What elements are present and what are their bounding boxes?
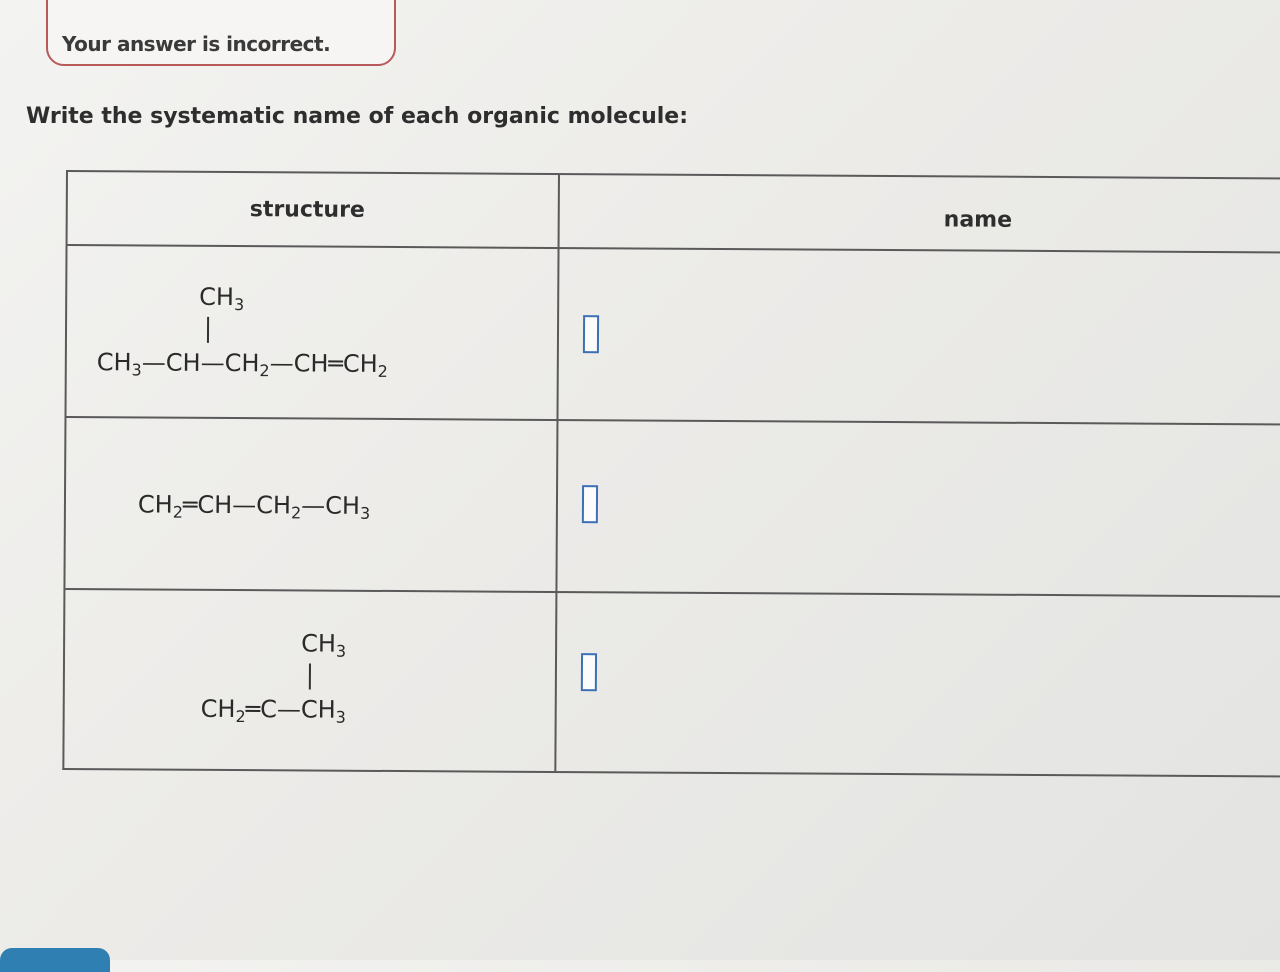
row1-branch: $CH_3$ — [199, 282, 245, 315]
answer-table — [62, 170, 1280, 778]
row3-name-input[interactable] — [581, 653, 597, 691]
row-divider-1 — [66, 416, 1280, 426]
row3-structure: $CH_2═C—CH_3$ — [200, 694, 346, 727]
row1-name-input[interactable] — [583, 315, 599, 353]
row2-name-input[interactable] — [582, 485, 598, 523]
row-divider-2 — [65, 588, 1280, 598]
row3-branch-bond — [309, 663, 311, 689]
row1-structure: $CH_3—CH—CH_2—CH═CH_2$ — [96, 348, 388, 381]
feedback-text: Your answer is incorrect. — [62, 32, 331, 56]
row1-branch-bond — [207, 317, 209, 343]
name-header: name — [943, 207, 1013, 233]
column-divider — [554, 175, 560, 771]
question-prompt: Write the systematic name of each organic molecule: — [26, 104, 689, 129]
structure-header: structure — [249, 197, 365, 223]
row3-branch: $CH_3$ — [301, 629, 347, 661]
row2-structure: $CH_2═CH—CH_2—CH_3$ — [137, 490, 371, 523]
header-divider — [68, 244, 1280, 254]
bottom-tab[interactable] — [0, 948, 110, 972]
